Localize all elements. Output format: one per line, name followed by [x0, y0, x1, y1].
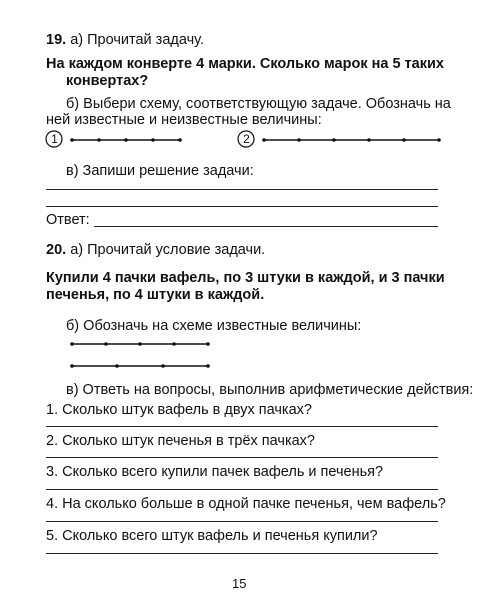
scheme-1-segment [72, 135, 192, 145]
answer-line-question-1[interactable] [46, 426, 438, 427]
question-5: 5. Сколько всего штук вафель и печенья купили? [46, 528, 378, 544]
task-20-problem-line-1: Купили 4 пачки вафель, по 3 штуки в каждой, и 3 пачки [46, 270, 445, 286]
task-19-problem-line-1: На каждом конверте 4 марки. Сколько марок на 5 таких [46, 56, 444, 72]
task-19-number: 19. [46, 32, 67, 48]
cookie-scheme-segment [72, 361, 222, 371]
task-19-heading [46, 32, 204, 49]
task-19-part-b-line-2: ней известные и неизвестные величины: [46, 112, 322, 128]
task-19-part-a: а) Прочитай задачу. [70, 32, 204, 48]
task-20-part-c: в) Ответь на вопросы, выполнив арифметические действия: [66, 382, 474, 398]
answer-line-question-4[interactable] [46, 521, 438, 522]
wafer-scheme-segment [72, 339, 222, 349]
task-20-part-a: а) Прочитай условие задачи. [70, 242, 266, 258]
question-4: 4. На сколько больше в одной пачке печенья, чем вафель? [46, 496, 446, 512]
answer-line-question-5[interactable] [46, 553, 438, 554]
question-1: 1. Сколько штук вафель в двух пачках? [46, 402, 312, 418]
task-20-part-b: б) Обозначь на схеме известные величины: [66, 318, 362, 334]
scheme-2-label: 2 [243, 132, 250, 146]
answer-line-question-2[interactable] [46, 457, 438, 458]
solution-line-2[interactable] [46, 206, 438, 207]
task-20-number: 20. [46, 242, 67, 258]
answer-line-question-3[interactable] [46, 489, 438, 490]
solution-line-1[interactable] [46, 189, 438, 190]
task-20-problem-line-2: печенья, по 4 штуки в каждой. [46, 287, 265, 303]
task-19-part-b-line-1: б) Выбери схему, соответствующую задаче. Обозначь на [66, 96, 451, 112]
question-3: 3. Сколько всего купили пачек вафель и печенья? [46, 464, 384, 480]
page-number: 15 [232, 576, 247, 591]
task-19-part-c: в) Запиши решение задачи: [66, 163, 254, 179]
task-20-heading [46, 242, 265, 259]
scheme-2-segment [264, 135, 444, 145]
scheme-1-label: 1 [51, 132, 58, 146]
question-2: 2. Сколько штук печенья в трёх пачках? [46, 433, 315, 449]
answer-label: Ответ: [46, 212, 90, 228]
task-19-problem-line-2: конвертах? [66, 73, 149, 89]
answer-line[interactable] [94, 226, 438, 227]
